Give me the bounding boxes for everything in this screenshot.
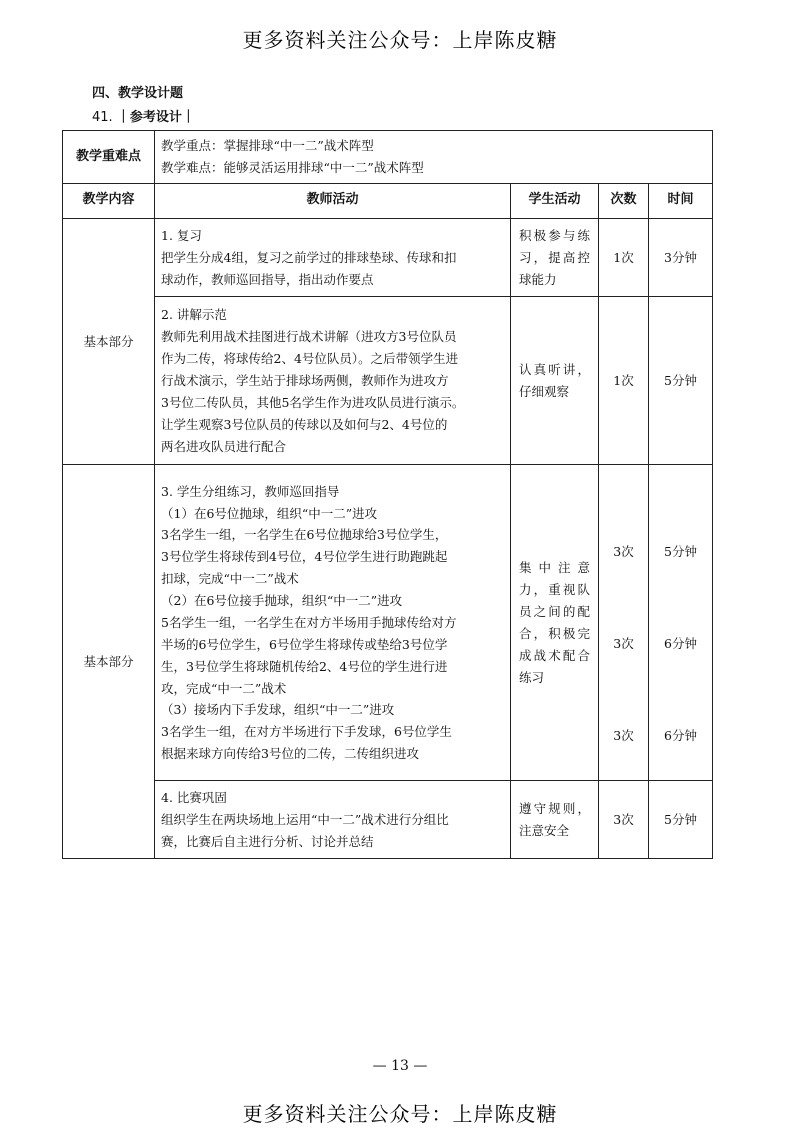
teacher-line: （1）在6号位抛球，组织“中一二”进攻 bbox=[161, 505, 378, 521]
question-ref: ｜参考设计｜ bbox=[116, 110, 195, 125]
part1-label: 基本部分 bbox=[63, 218, 155, 465]
review-count: 1次 bbox=[599, 218, 649, 297]
teacher-line: 两名进攻队员进行配合 bbox=[161, 438, 287, 454]
key-points-label: 教学重难点 bbox=[63, 131, 155, 184]
teacher-line: 把学生分成4组，复习之前学过的排球垫球、传球和扣 bbox=[161, 249, 457, 265]
time-drill-3: 6分钟 bbox=[664, 728, 697, 744]
teaching-focus: 教学重点：掌握排球“中一二”战术阵型 bbox=[161, 138, 374, 153]
group-teacher bbox=[155, 465, 511, 781]
time-drill-2: 6分钟 bbox=[664, 636, 697, 652]
match-time: 5分钟 bbox=[649, 781, 713, 859]
teacher-line: 组织学生在两块场地上运用“中一二”战术进行分组比 bbox=[161, 811, 449, 827]
teacher-line: 教师先利用战术挂图进行战术讲解（进攻方3号位队员 bbox=[161, 329, 457, 345]
teacher-line: 攻，完成“中一二”战术 bbox=[161, 680, 287, 696]
top-banner: 更多资料关注公众号：上岸陈皮糖 bbox=[242, 28, 558, 52]
bottom-banner: 更多资料关注公众号：上岸陈皮糖 bbox=[242, 1102, 558, 1126]
teacher-line: 2. 讲解示范 bbox=[161, 307, 227, 323]
review-teacher bbox=[155, 218, 511, 297]
header-count: 次数 bbox=[599, 183, 649, 218]
teacher-line: （2）在6号位接手抛球，组织“中一二”进攻 bbox=[161, 593, 403, 609]
teacher-line: 扣球，完成“中一二”战术 bbox=[161, 571, 299, 587]
time-drill-1: 5分钟 bbox=[664, 544, 697, 560]
teacher-line: 作为二传，将球传给2、4号位队员）。之后带领学生进 bbox=[161, 351, 459, 367]
teacher-line: （3）接场内下手发球，组织“中一二”进攻 bbox=[161, 702, 395, 718]
question-line bbox=[92, 106, 195, 125]
teacher-line: 3名学生一组，在对方半场进行下手发球，6号位学生 bbox=[161, 724, 452, 740]
header-row bbox=[63, 183, 713, 218]
count-drill-2: 3次 bbox=[613, 636, 634, 652]
demo-row bbox=[63, 297, 713, 465]
header-teacher: 教师活动 bbox=[155, 183, 511, 218]
group-row bbox=[63, 465, 713, 781]
match-teacher bbox=[155, 781, 511, 859]
teacher-line: 生，3号位学生将球随机传给2、4号位的学生进行进 bbox=[161, 658, 448, 674]
match-student: 遵守规则，注意安全 bbox=[511, 781, 599, 859]
teacher-line: 赛，比赛后自主进行分析、讨论并总结 bbox=[161, 833, 374, 849]
teacher-line: 3名学生一组，一名学生在6号位抛球给3号位学生， bbox=[161, 527, 448, 543]
teacher-line: 3. 学生分组练习，教师巡回指导 bbox=[161, 483, 340, 499]
header-content: 教学内容 bbox=[63, 183, 155, 218]
match-row bbox=[63, 781, 713, 859]
key-points-row bbox=[63, 131, 713, 184]
teacher-line: 球动作，教师巡回指导，指出动作要点 bbox=[161, 271, 374, 287]
demo-time: 5分钟 bbox=[649, 297, 713, 465]
teacher-line: 让学生观察3号位队员的传球以及如何与2、4号位的 bbox=[161, 416, 448, 432]
teacher-line: 根据来球方向传给3号位的二传，二传组织进攻 bbox=[161, 746, 419, 762]
demo-student: 认真听讲，仔细观察 bbox=[511, 297, 599, 465]
review-student: 积极参与练习，提高控球能力 bbox=[511, 218, 599, 297]
review-row bbox=[63, 218, 713, 297]
review-time: 3分钟 bbox=[649, 218, 713, 297]
teacher-line: 行战术演示，学生站于排球场两侧，教师作为进攻方 bbox=[161, 372, 449, 388]
teacher-line: 4. 比赛巩固 bbox=[161, 790, 227, 806]
header-student: 学生活动 bbox=[511, 183, 599, 218]
key-points-cell bbox=[155, 131, 713, 184]
lesson-design-table bbox=[62, 130, 713, 859]
group-student: 集中注意力，重视队员之间的配合，积极完成战术配合练习 bbox=[511, 465, 599, 781]
count-drill-3: 3次 bbox=[613, 728, 634, 744]
teacher-line: 3号位学生将球传到4号位，4号位学生进行助跑跳起 bbox=[161, 549, 448, 565]
part2-label: 基本部分 bbox=[63, 465, 155, 859]
teacher-line: 5名学生一组，一名学生在对方半场用手抛球传给对方 bbox=[161, 614, 457, 630]
demo-teacher bbox=[155, 297, 511, 465]
teaching-difficulty: 教学难点：能够灵活运用排球“中一二”战术阵型 bbox=[161, 159, 424, 175]
match-count: 3次 bbox=[599, 781, 649, 859]
teacher-line: 半场的6号位学生，6号位学生将球传或垫给3号位学 bbox=[161, 636, 448, 652]
header-time: 时间 bbox=[649, 183, 713, 218]
group-times bbox=[649, 465, 713, 781]
count-drill-1: 3次 bbox=[613, 544, 634, 560]
page-number: — 13 — bbox=[372, 1058, 428, 1074]
demo-count: 1次 bbox=[599, 297, 649, 465]
group-counts bbox=[599, 465, 649, 781]
teacher-line: 3号位二传队员，其他5名学生作为进攻队员进行演示。 bbox=[161, 394, 465, 410]
teacher-line: 1. 复习 bbox=[161, 227, 202, 243]
section-title: 四、教学设计题 bbox=[92, 86, 184, 101]
question-number: 41. bbox=[92, 110, 113, 125]
